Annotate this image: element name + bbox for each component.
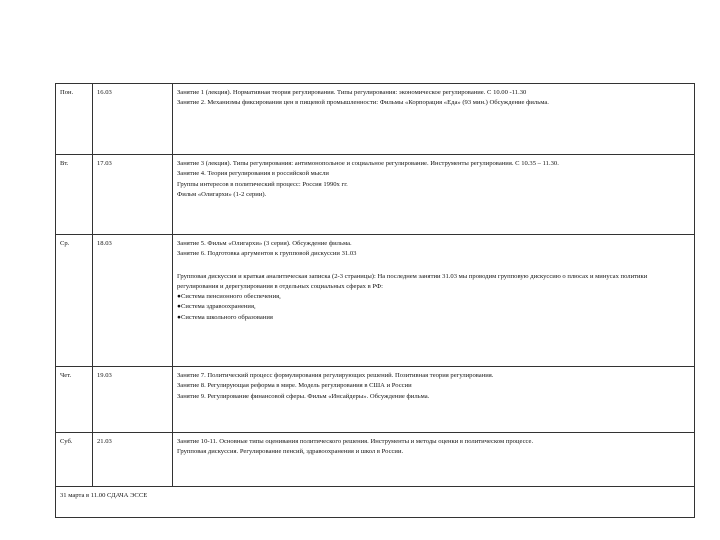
lesson-line: Занятие 7. Политический процесс формулирования регулирующих решений. Позитивная теория регулирования. (177, 372, 494, 379)
day-cell: Ср. (56, 235, 93, 367)
lesson-line: Занятие 2. Механизмы фиксирования цен в пищевой промышленности: Фильмы «Корпорация «Еда» (93 мин.) Обсуждение фильма. (177, 99, 549, 107)
day-cell: Пон. (56, 84, 93, 155)
lesson-line: Занятие 10-11. Основные типы оценивания политического решения. Инструменты и методы оценки в политическом процессе. (177, 438, 534, 445)
date-cell: 21.03 (93, 433, 173, 487)
table-row (56, 433, 695, 487)
date-cell: 19.03 (93, 367, 173, 433)
table-row (56, 235, 695, 367)
bullet-item: ●Система здравоохранения, (177, 303, 256, 311)
description-cell (173, 155, 695, 235)
table-row (56, 367, 695, 433)
lesson-line: Группы интересов в политический процесс: Россия 1990х гг. (177, 180, 348, 188)
lesson-line: Занятие 9. Регулирование финансовой сферы. Фильм «Инсайдеры». Обсуждение фильма. (177, 392, 430, 400)
description-cell (173, 84, 695, 155)
date-cell: 18.03 (93, 235, 173, 367)
lesson-line: Занятие 1 (лекция). Нормативная теория регулирования. Типы регулирования: экономическое регулирование. С 10.00 -11.30 (177, 89, 527, 96)
day-cell: Вт. (56, 155, 93, 235)
schedule-table (55, 83, 695, 518)
spacer (177, 260, 690, 272)
day-cell: Чет. (56, 367, 93, 433)
lesson-line: Занятие 4. Теория регулирования в российской мысли (177, 170, 329, 178)
lesson-line: Фильм «Олигархи» (1-2 серии). (177, 190, 267, 198)
description-cell (173, 367, 695, 433)
description-cell (173, 433, 695, 487)
discussion-paragraph: Групповая дискуссия и краткая аналитическая записка (2-3 страницы): На последнем занятии 31.03 мы проводим групповую дискуссию о плюсах и минусах политики регулирования и дерегулирования в отдельных социальных сферах в РФ: (177, 272, 648, 290)
lesson-line: Занятие 8. Регулирующая реформа в мире. Модель регулирования в США и России (177, 382, 412, 390)
date-cell: 16.03 (93, 84, 173, 155)
table-row (56, 155, 695, 235)
table-row (56, 84, 695, 155)
bullet-item: ●Система пенсионного обеспечения, (177, 293, 281, 301)
bullet-item: ●Система школьного образования (177, 313, 273, 321)
date-cell: 17.03 (93, 155, 173, 235)
table-row-footer (56, 487, 695, 518)
lesson-line: Занятие 3 (лекция). Типы регулирования: антимонопольное и социальное регулирование. Инструменты регулирования. С 10.35 – 11.30. (177, 160, 559, 167)
lesson-line: Занятие 5. Фильм «Олигархи» (3 серия). Обсуждение фильма. (177, 240, 352, 247)
day-cell: Суб. (56, 433, 93, 487)
lesson-line: Групповая дискуссия. Регулирование пенсий, здравоохранения и школ в России. (177, 448, 404, 456)
description-cell (173, 235, 695, 367)
lesson-line: Занятие 6. Подготовка аргументов к групповой дискуссии 31.03 (177, 250, 357, 258)
essay-deadline: 31 марта в 11.00 СДАЧА ЭССЕ (56, 487, 695, 518)
